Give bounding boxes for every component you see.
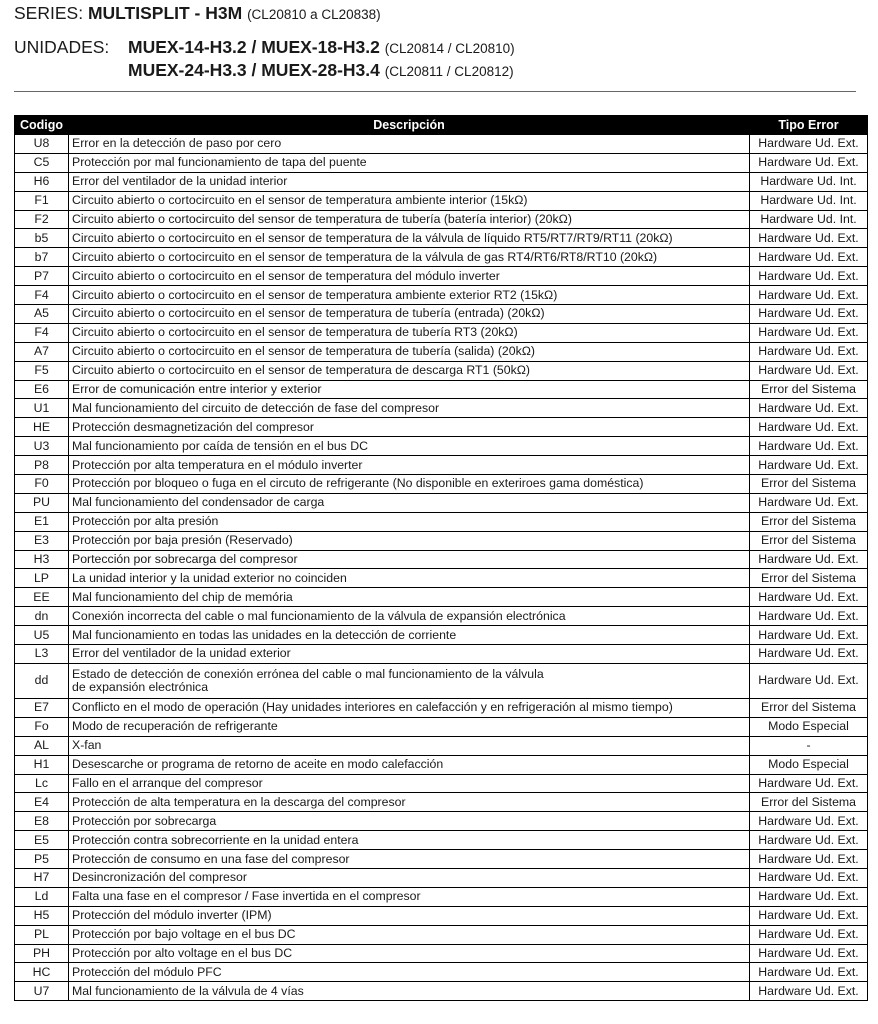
unidades-block: [14, 36, 515, 82]
table-row: [15, 456, 868, 475]
error-code-cell: b7: [15, 248, 69, 267]
table-row: [15, 550, 868, 569]
table-row: [15, 831, 868, 850]
table-row: [15, 210, 868, 229]
error-type-cell: Hardware Ud. Ext.: [750, 944, 868, 963]
description-cell: Error en la detección de paso por cero: [69, 135, 750, 154]
table-row: [15, 531, 868, 550]
error-type-cell: Hardware Ud. Int.: [750, 210, 868, 229]
description-cell: Circuito abierto o cortocircuito en el sensor de temperatura ambiente interior (15kΩ): [69, 191, 750, 210]
table-row: [15, 342, 868, 361]
table-body: [15, 135, 868, 1001]
error-type-cell: Hardware Ud. Ext.: [750, 925, 868, 944]
error-code-cell: H6: [15, 172, 69, 191]
table-row: [15, 437, 868, 456]
description-cell: Mal funcionamiento del condensador de carga: [69, 493, 750, 512]
description-cell: Mal funcionamiento del chip de memória: [69, 588, 750, 607]
error-code-cell: F2: [15, 210, 69, 229]
description-cell: Desescarche or programa de retorno de aceite en modo calefacción: [69, 755, 750, 774]
description-cell: Protección de consumo en una fase del compresor: [69, 850, 750, 869]
error-code-cell: LP: [15, 569, 69, 588]
table-row: [15, 774, 868, 793]
table-row: [15, 475, 868, 494]
description-cell: X-fan: [69, 736, 750, 755]
table-row: [15, 982, 868, 1001]
error-type-cell: Hardware Ud. Ext.: [750, 456, 868, 475]
table-row: [15, 399, 868, 418]
error-code-cell: L3: [15, 645, 69, 664]
table-row: [15, 944, 868, 963]
table-row: [15, 153, 868, 172]
error-code-cell: E4: [15, 793, 69, 812]
error-type-cell: Hardware Ud. Ext.: [750, 774, 868, 793]
error-code-cell: HE: [15, 418, 69, 437]
series-line: [14, 3, 381, 24]
table-row: [15, 418, 868, 437]
error-type-cell: Hardware Ud. Int.: [750, 172, 868, 191]
description-cell: Protección por baja presión (Reservado): [69, 531, 750, 550]
error-code-cell: PL: [15, 925, 69, 944]
table-row: [15, 286, 868, 305]
error-type-cell: Hardware Ud. Ext.: [750, 906, 868, 925]
error-type-cell: Hardware Ud. Ext.: [750, 812, 868, 831]
table-row: [15, 850, 868, 869]
error-code-cell: H7: [15, 868, 69, 887]
description-cell: Circuito abierto o cortocircuito en el sensor de temperatura de tubería RT3 (20kΩ): [69, 323, 750, 342]
error-type-cell: Error del Sistema: [750, 698, 868, 717]
table-row: [15, 323, 868, 342]
table-row: [15, 645, 868, 664]
description-cell: Protección por alta temperatura en el módulo inverter: [69, 456, 750, 475]
description-cell: Mal funcionamiento de la válvula de 4 vías: [69, 982, 750, 1001]
table-row: [15, 229, 868, 248]
error-type-cell: Error del Sistema: [750, 531, 868, 550]
column-header-codigo: Codigo: [15, 116, 69, 135]
error-type-cell: Hardware Ud. Int.: [750, 191, 868, 210]
table-row: [15, 493, 868, 512]
error-code-cell: F5: [15, 361, 69, 380]
description-cell: Modo de recuperación de refrigerante: [69, 717, 750, 736]
description-cell: Circuito abierto o cortocircuito en el sensor de temperatura de tubería (entrada) (20kΩ): [69, 305, 750, 324]
table-row: [15, 248, 868, 267]
error-code-cell: F0: [15, 475, 69, 494]
table-row: [15, 361, 868, 380]
error-code-cell: E5: [15, 831, 69, 850]
description-cell: Protección del módulo inverter (IPM): [69, 906, 750, 925]
description-cell: Mal funcionamiento en todas las unidades en la detección de corriente: [69, 626, 750, 645]
error-code-cell: b5: [15, 229, 69, 248]
error-type-cell: Hardware Ud. Ext.: [750, 887, 868, 906]
table-row: [15, 172, 868, 191]
table-header-row: [15, 116, 868, 135]
error-code-cell: F1: [15, 191, 69, 210]
description-cell: Estado de detección de conexión errónea del cable o mal funcionamiento de la válvula de expansión electrónica: [69, 663, 750, 698]
error-code-cell: P8: [15, 456, 69, 475]
error-code-cell: E8: [15, 812, 69, 831]
description-cell: Mal funcionamiento del circuito de detección de fase del compresor: [69, 399, 750, 418]
unidades-line-2: [14, 59, 515, 82]
table-row: [15, 663, 868, 698]
error-code-cell: E1: [15, 512, 69, 531]
error-type-cell: Hardware Ud. Ext.: [750, 963, 868, 982]
error-code-cell: PU: [15, 493, 69, 512]
description-cell: Circuito abierto o cortocircuito en el sensor de temperatura de tubería (salida) (20kΩ): [69, 342, 750, 361]
error-type-cell: Hardware Ud. Ext.: [750, 323, 868, 342]
error-code-cell: U1: [15, 399, 69, 418]
unidades-label: UNIDADES:: [14, 37, 110, 57]
error-type-cell: Hardware Ud. Ext.: [750, 850, 868, 869]
unidades-codes-2: (CL20811 / CL20812): [384, 64, 514, 79]
description-cell: Protección contra sobrecorriente en la unidad entera: [69, 831, 750, 850]
error-code-cell: E3: [15, 531, 69, 550]
error-code-cell: P5: [15, 850, 69, 869]
error-code-cell: P7: [15, 267, 69, 286]
table-row: [15, 191, 868, 210]
error-code-cell: H5: [15, 906, 69, 925]
description-cell: Desincronización del compresor: [69, 868, 750, 887]
table-row: [15, 887, 868, 906]
description-cell: Error del ventilador de la unidad exterior: [69, 645, 750, 664]
header-divider: [14, 91, 856, 92]
description-cell: La unidad interior y la unidad exterior no coinciden: [69, 569, 750, 588]
series-label: SERIES:: [14, 3, 84, 23]
table-row: [15, 380, 868, 399]
error-code-cell: E6: [15, 380, 69, 399]
table-row: [15, 736, 868, 755]
error-type-cell: Hardware Ud. Ext.: [750, 135, 868, 154]
description-cell: Protección por mal funcionamiento de tapa del puente: [69, 153, 750, 172]
error-type-cell: Hardware Ud. Ext.: [750, 607, 868, 626]
table-row: [15, 267, 868, 286]
table-row: [15, 305, 868, 324]
description-cell: Protección de alta temperatura en la descarga del compresor: [69, 793, 750, 812]
series-codes: (CL20810 a CL20838): [247, 7, 381, 22]
unidades-line-1: [14, 36, 515, 59]
description-cell: Falta una fase en el compresor / Fase invertida en el compresor: [69, 887, 750, 906]
description-cell: Protección por sobrecarga: [69, 812, 750, 831]
description-cell: Circuito abierto o cortocircuito en el sensor de temperatura de la válvula de gas RT4/RT6/RT8/RT10 (20kΩ): [69, 248, 750, 267]
error-type-cell: Hardware Ud. Ext.: [750, 645, 868, 664]
error-type-cell: Error del Sistema: [750, 569, 868, 588]
error-code-cell: F4: [15, 286, 69, 305]
description-cell: Mal funcionamiento por caída de tensión en el bus DC: [69, 437, 750, 456]
table-row: [15, 812, 868, 831]
column-header-tipo-error: Tipo Error: [750, 116, 868, 135]
error-type-cell: Modo Especial: [750, 717, 868, 736]
description-cell: Circuito abierto o cortocircuito en el sensor de temperatura de la válvula de líquido RT5/RT7/RT9/RT11 (20kΩ): [69, 229, 750, 248]
error-type-cell: Hardware Ud. Ext.: [750, 831, 868, 850]
error-code-cell: F4: [15, 323, 69, 342]
table-row: [15, 755, 868, 774]
error-code-cell: A5: [15, 305, 69, 324]
description-cell: Protección del módulo PFC: [69, 963, 750, 982]
error-code-cell: Fo: [15, 717, 69, 736]
error-type-cell: Hardware Ud. Ext.: [750, 493, 868, 512]
table-row: [15, 717, 868, 736]
error-code-cell: PH: [15, 944, 69, 963]
error-code-cell: EE: [15, 588, 69, 607]
error-type-cell: Hardware Ud. Ext.: [750, 399, 868, 418]
error-type-cell: Hardware Ud. Ext.: [750, 868, 868, 887]
description-cell: Circuito abierto o cortocircuito en el sensor de temperatura de descarga RT1 (50kΩ): [69, 361, 750, 380]
description-cell: Protección desmagnetización del compresor: [69, 418, 750, 437]
error-type-cell: Error del Sistema: [750, 475, 868, 494]
description-cell: Error del ventilador de la unidad interior: [69, 172, 750, 191]
error-type-cell: Hardware Ud. Ext.: [750, 982, 868, 1001]
error-code-cell: C5: [15, 153, 69, 172]
error-code-cell: AL: [15, 736, 69, 755]
error-type-cell: Error del Sistema: [750, 512, 868, 531]
error-type-cell: Hardware Ud. Ext.: [750, 267, 868, 286]
unidades-models-2: MUEX-24-H3.3 / MUEX-28-H3.4: [128, 60, 380, 80]
table-row: [15, 868, 868, 887]
table-row: [15, 588, 868, 607]
description-cell: Protección por bloqueo o fuga en el circuto de refrigerante (No disponible en exteriroes gama doméstica): [69, 475, 750, 494]
unidades-models-1: MUEX-14-H3.2 / MUEX-18-H3.2: [128, 37, 380, 57]
error-type-cell: Hardware Ud. Ext.: [750, 550, 868, 569]
error-type-cell: Hardware Ud. Ext.: [750, 229, 868, 248]
error-type-cell: Hardware Ud. Ext.: [750, 663, 868, 698]
error-code-cell: U7: [15, 982, 69, 1001]
error-type-cell: Error del Sistema: [750, 380, 868, 399]
table-row: [15, 963, 868, 982]
error-type-cell: Hardware Ud. Ext.: [750, 248, 868, 267]
error-code-cell: U8: [15, 135, 69, 154]
error-codes-table: [14, 115, 868, 1001]
error-code-cell: H1: [15, 755, 69, 774]
table-row: [15, 569, 868, 588]
table-row: [15, 607, 868, 626]
description-cell: Circuito abierto o cortocircuito en el sensor de temperatura ambiente exterior RT2 (15kΩ): [69, 286, 750, 305]
error-type-cell: Error del Sistema: [750, 793, 868, 812]
description-cell: Protección por alto voltage en el bus DC: [69, 944, 750, 963]
description-cell: Circuito abierto o cortocircuito en el sensor de temperatura del módulo inverter: [69, 267, 750, 286]
error-code-cell: HC: [15, 963, 69, 982]
error-type-cell: Hardware Ud. Ext.: [750, 626, 868, 645]
error-type-cell: Hardware Ud. Ext.: [750, 588, 868, 607]
error-code-cell: dn: [15, 607, 69, 626]
description-cell: Portección por sobrecarga del compresor: [69, 550, 750, 569]
error-type-cell: Hardware Ud. Ext.: [750, 418, 868, 437]
error-code-cell: U3: [15, 437, 69, 456]
unidades-codes-1: (CL20814 / CL20810): [384, 41, 515, 56]
error-code-cell: E7: [15, 698, 69, 717]
error-type-cell: Modo Especial: [750, 755, 868, 774]
error-type-cell: Hardware Ud. Ext.: [750, 342, 868, 361]
series-name: MULTISPLIT - H3M: [87, 3, 243, 23]
error-code-cell: H3: [15, 550, 69, 569]
table-row: [15, 698, 868, 717]
table-row: [15, 626, 868, 645]
table-row: [15, 906, 868, 925]
description-cell: Conexión incorrecta del cable o mal funcionamiento de la válvula de expansión electrónica: [69, 607, 750, 626]
error-type-cell: Hardware Ud. Ext.: [750, 361, 868, 380]
table-row: [15, 925, 868, 944]
error-code-cell: Ld: [15, 887, 69, 906]
table-row: [15, 512, 868, 531]
error-type-cell: Hardware Ud. Ext.: [750, 305, 868, 324]
error-type-cell: Hardware Ud. Ext.: [750, 286, 868, 305]
error-code-cell: A7: [15, 342, 69, 361]
description-cell: Error de comunicación entre interior y exterior: [69, 380, 750, 399]
table-row: [15, 135, 868, 154]
table-row: [15, 793, 868, 812]
description-cell: Conflicto en el modo de operación (Hay unidades interiores en calefacción y en refrigeración al mismo tiempo): [69, 698, 750, 717]
error-code-cell: U5: [15, 626, 69, 645]
error-type-cell: Hardware Ud. Ext.: [750, 437, 868, 456]
description-cell: Circuito abierto o cortocircuito del sensor de temperatura de tubería (batería interior) (20kΩ): [69, 210, 750, 229]
description-cell: Protección por alta presión: [69, 512, 750, 531]
error-type-cell: Hardware Ud. Ext.: [750, 153, 868, 172]
error-code-cell: Lc: [15, 774, 69, 793]
error-type-cell: -: [750, 736, 868, 755]
column-header-descripcion: Descripción: [69, 116, 750, 135]
error-code-cell: dd: [15, 663, 69, 698]
description-cell: Protección por bajo voltage en el bus DC: [69, 925, 750, 944]
description-cell: Fallo en el arranque del compresor: [69, 774, 750, 793]
